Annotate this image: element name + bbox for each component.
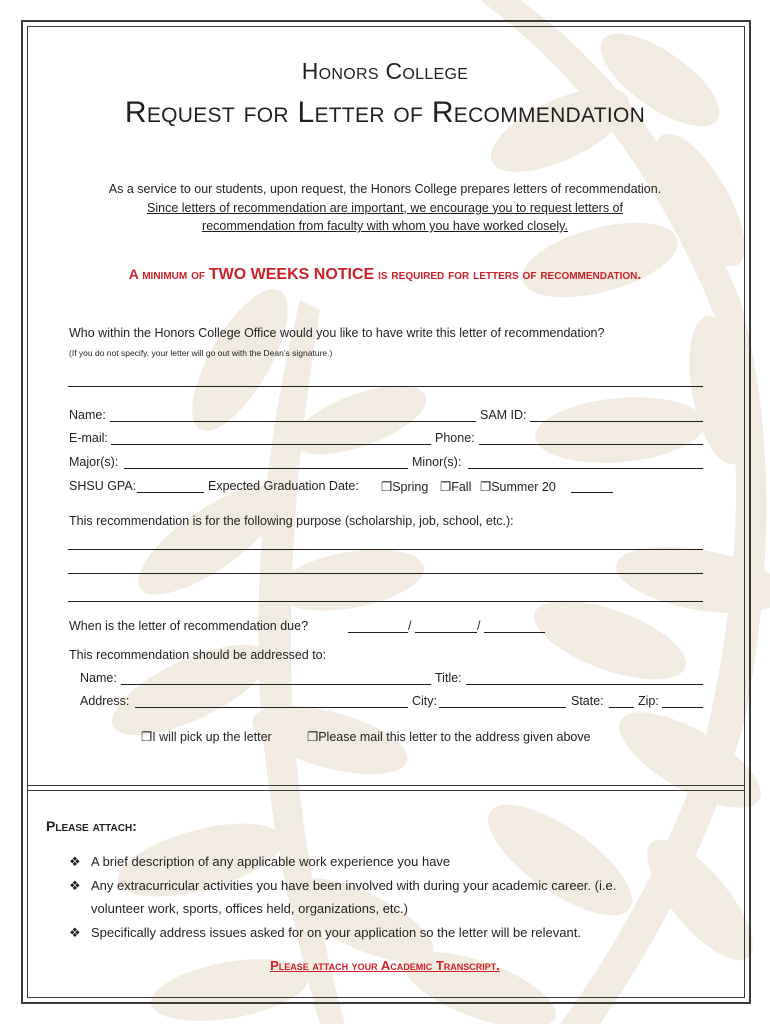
recipient-title-field[interactable] bbox=[466, 684, 703, 685]
due-year-field[interactable] bbox=[484, 632, 545, 633]
notice-bold: TWO WEEKS NOTICE bbox=[208, 266, 375, 283]
section-divider bbox=[27, 785, 745, 791]
who-note: (If you do not specify, your letter will go out with the Dean’s signature.) bbox=[69, 348, 333, 358]
purpose-label: This recommendation is for the following purpose (scholarship, job, school, etc.): bbox=[69, 514, 514, 528]
intro-line-2: Since letters of recommendation are important, we encourage you to request letters of bbox=[147, 200, 623, 215]
purpose-line-1[interactable] bbox=[68, 549, 703, 550]
zip-field[interactable] bbox=[662, 707, 703, 708]
notice-post: is required for letters of recommendation. bbox=[374, 266, 642, 282]
name-label: Name: bbox=[69, 408, 106, 422]
gpa-field[interactable] bbox=[137, 492, 204, 493]
diamond-dots-icon: ❖ bbox=[69, 925, 81, 940]
gpa-label: SHSU GPA: bbox=[69, 479, 137, 493]
recipient-title-label: Title: bbox=[435, 671, 462, 685]
recipient-name-label: Name: bbox=[80, 671, 117, 685]
grad-date-label: Expected Graduation Date: bbox=[208, 479, 359, 493]
intro-paragraph bbox=[40, 180, 730, 236]
diamond-dots-icon: ❖ bbox=[69, 878, 81, 893]
email-label: E-mail: bbox=[69, 431, 108, 445]
due-day-field[interactable] bbox=[415, 632, 477, 633]
summer-checkbox[interactable]: ❐Summer 20 bbox=[480, 480, 556, 494]
intro-line-1: As a service to our students, upon request, the Honors College prepares letters of recommendation. bbox=[108, 182, 662, 196]
attach-item-2-continued: volunteer work, sports, offices held, organizations, etc.) bbox=[91, 901, 408, 916]
who-question: Who within the Honors College Office would you like to have write this letter of recommendation? bbox=[69, 326, 605, 340]
addressed-to-label: This recommendation should be addressed to: bbox=[69, 648, 327, 662]
state-label: State: bbox=[571, 694, 604, 708]
due-label: When is the letter of recommendation due? bbox=[69, 619, 309, 633]
address-field[interactable] bbox=[135, 707, 408, 708]
form-title: Request for Letter of Recommendation bbox=[124, 96, 646, 129]
intro-line-3: recommendation from faculty with whom you have worked closely. bbox=[202, 219, 568, 233]
sam-id-field[interactable] bbox=[530, 421, 703, 422]
summer-year-field[interactable] bbox=[571, 492, 613, 493]
city-field[interactable] bbox=[439, 707, 566, 708]
attach-item-1 bbox=[69, 854, 450, 870]
due-separator-1: / bbox=[408, 619, 412, 633]
fall-checkbox[interactable]: ❐Fall bbox=[440, 480, 472, 494]
city-label: City: bbox=[412, 694, 437, 708]
attach-item-1-text: A brief description of any applicable work experience you have bbox=[91, 854, 451, 869]
sam-id-label: SAM ID: bbox=[480, 408, 527, 422]
diamond-dots-icon: ❖ bbox=[69, 854, 81, 869]
state-field[interactable] bbox=[609, 707, 634, 708]
mail-checkbox[interactable]: ❐Please mail this letter to the address given above bbox=[307, 730, 591, 744]
purpose-line-3[interactable] bbox=[68, 601, 703, 602]
attach-item-3 bbox=[69, 925, 581, 941]
attach-item-2 bbox=[69, 878, 616, 894]
due-month-field[interactable] bbox=[348, 632, 408, 633]
attach-heading: Please attach: bbox=[46, 818, 137, 834]
address-label: Address: bbox=[80, 694, 130, 708]
attach-item-3-text: Specifically address issues asked for on your application so the letter will be relevant. bbox=[91, 925, 581, 940]
recipient-name-field[interactable] bbox=[121, 684, 431, 685]
due-separator-2: / bbox=[477, 619, 481, 633]
phone-label: Phone: bbox=[435, 431, 475, 445]
college-title: Honors College bbox=[301, 58, 469, 84]
email-field[interactable] bbox=[111, 444, 431, 445]
spring-checkbox[interactable]: ❐Spring bbox=[381, 480, 429, 494]
major-label: Major(s): bbox=[69, 455, 119, 469]
phone-field[interactable] bbox=[479, 444, 703, 445]
minor-label: Minor(s): bbox=[412, 455, 462, 469]
attach-item-2-text: Any extracurricular activities you have been involved with during your academic career. (i.e. bbox=[91, 878, 617, 893]
who-answer-line[interactable] bbox=[68, 386, 703, 387]
notice-pre: A minimum of bbox=[128, 266, 209, 282]
major-field[interactable] bbox=[124, 468, 408, 469]
transcript-notice: Please attach your Academic Transcript. bbox=[270, 958, 500, 973]
pickup-checkbox[interactable]: ❐I will pick up the letter bbox=[141, 730, 272, 744]
notice-banner bbox=[0, 266, 770, 284]
name-field[interactable] bbox=[110, 421, 476, 422]
purpose-line-2[interactable] bbox=[68, 573, 703, 574]
zip-label: Zip: bbox=[638, 694, 659, 708]
inner-border bbox=[27, 26, 745, 998]
minor-field[interactable] bbox=[468, 468, 703, 469]
